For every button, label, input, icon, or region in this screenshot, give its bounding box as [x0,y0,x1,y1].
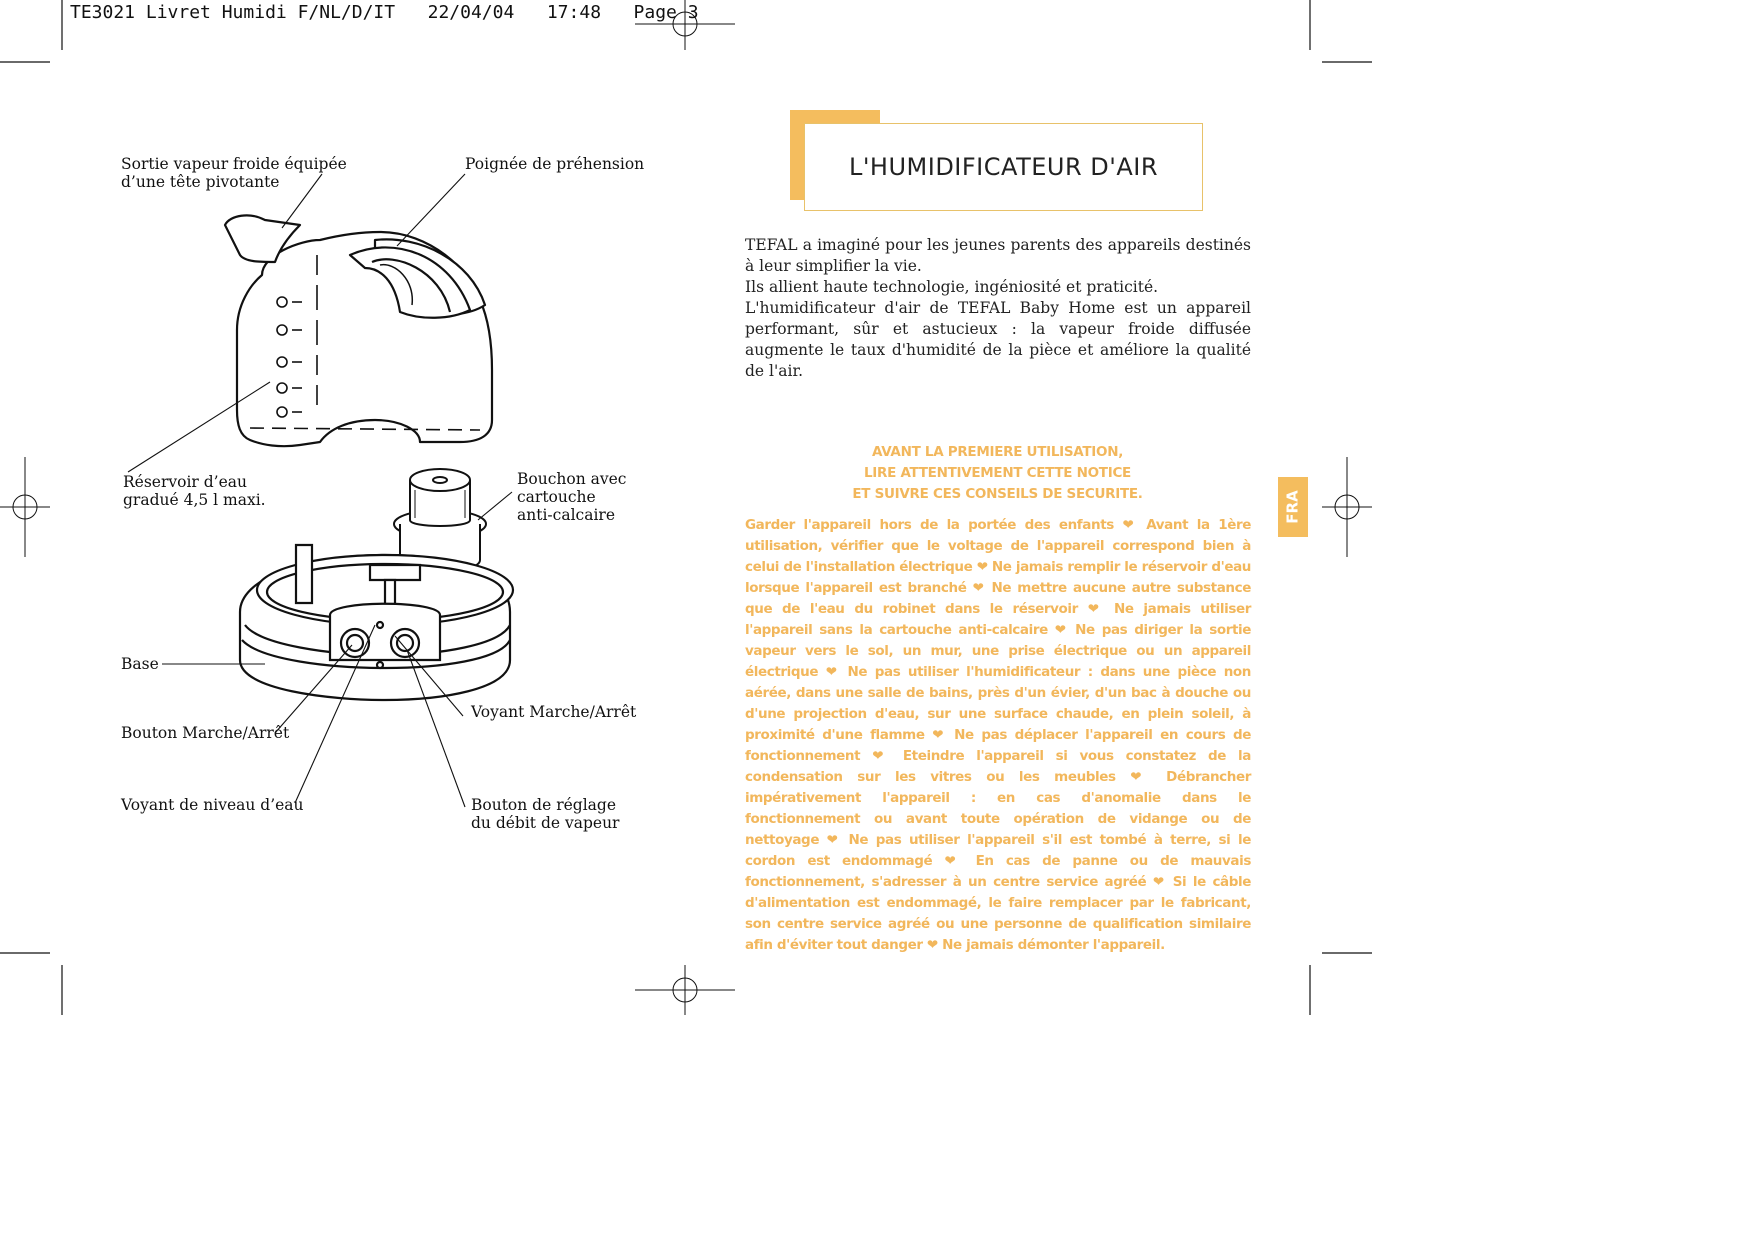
label-cap-cartridge: Bouchon avec cartouche anti-calcaire [517,470,627,524]
safety-heading: AVANT LA PREMIERE UTILISATION, LIRE ATTENTIVEMENT CETTE NOTICE ET SUIVRE CES CONSEILS DE SECURITE. [852,444,1143,502]
label-on-off-button: Bouton Marche/Arrêt [121,724,290,742]
doc-reference: TE3021 Livret Humidi F/NL/D/IT [70,2,396,23]
print-date: 22/04/04 [427,2,515,23]
label-water-level-light: Voyant de niveau d’eau [121,796,304,814]
label-steam-outlet: Sortie vapeur froide équipée d’une tête pivotante [121,155,347,191]
intro-text [745,235,1251,382]
label-flow-knob: Bouton de réglage du débit de vapeur [471,796,620,832]
safety-instructions: Garder l'appareil hors de la portée des enfants ❤ Avant la 1ère utilisation, vérifier que le voltage de l'appareil correspond bien à celui de l'installation électrique ❤ Ne jamais remplir le réservoir d'eau lorsque l'appareil est branché ❤ Ne mettre aucune autre substance que de l'eau du robinet dans le réservoir ❤ Ne jamais utiliser l'appareil sans la cartouche anti-calcaire ❤ Ne pas diriger la sortie vapeur vers le sol, un mur, une prise électrique ou un appareil électrique ❤ Ne pas utiliser l'humidificateur : dans une pièce non aérée, dans une salle de bains, près d'un évier, d'un bac à douche ou d'une projection d'eau, sur une surface chaude, en plein soleil, à proximité d'une flamme ❤ Ne pas déplacer l'appareil en cours de fonctionnement ❤ Eteindre l'appareil si vous constatez de la condensation sur les vitres ou les meubles ❤ Débrancher impérativement l'appareil : en cas d'anomalie dans le fonctionnement ou avant toute opération de vidange ou de nettoyage ❤ Ne pas utiliser l'appareil s'il est tombé à terre, si le cordon est endommagé ❤ En cas de panne ou de mauvais fonctionnement, s'adresser à un centre service agréé ❤ Si le câble d'alimentation est endommagé, le faire remplacer par le fabricant, son centre service agréé ou une personne de qualification similaire afin d'éviter tout danger ❤ Ne jamais démonter l'appareil. [745,517,1251,953]
page-title: L'HUMIDIFICATEUR D'AIR [848,153,1159,181]
language-tab-label: FRA [1284,490,1302,524]
intro-paragraph: Ils allient haute technologie, ingéniosité et praticité. [745,278,1159,296]
base-illustration [240,545,513,700]
label-on-off-light: Voyant Marche/Arrêt [471,703,637,721]
label-base: Base [121,655,159,673]
title-box [804,123,1203,211]
print-time: 17:48 [546,2,602,23]
intro-paragraph: L'humidificateur d'air de TEFAL Baby Home est un appareil performant, sûr et astucieux : la vapeur froide diffusée augmente le taux d'humidité de la pièce et améliore la qualité de l'air. [745,299,1251,380]
page-number: Page 3 [633,2,699,23]
intro-paragraph: TEFAL a imaginé pour les jeunes parents des appareils destinés à leur simplifier la vie. [745,236,1251,275]
label-handle: Poignée de préhension [465,155,645,173]
language-tab [1278,477,1308,537]
water-tank-illustration [225,215,492,446]
label-water-tank: Réservoir d’eau gradué 4,5 l maxi. [123,473,266,509]
